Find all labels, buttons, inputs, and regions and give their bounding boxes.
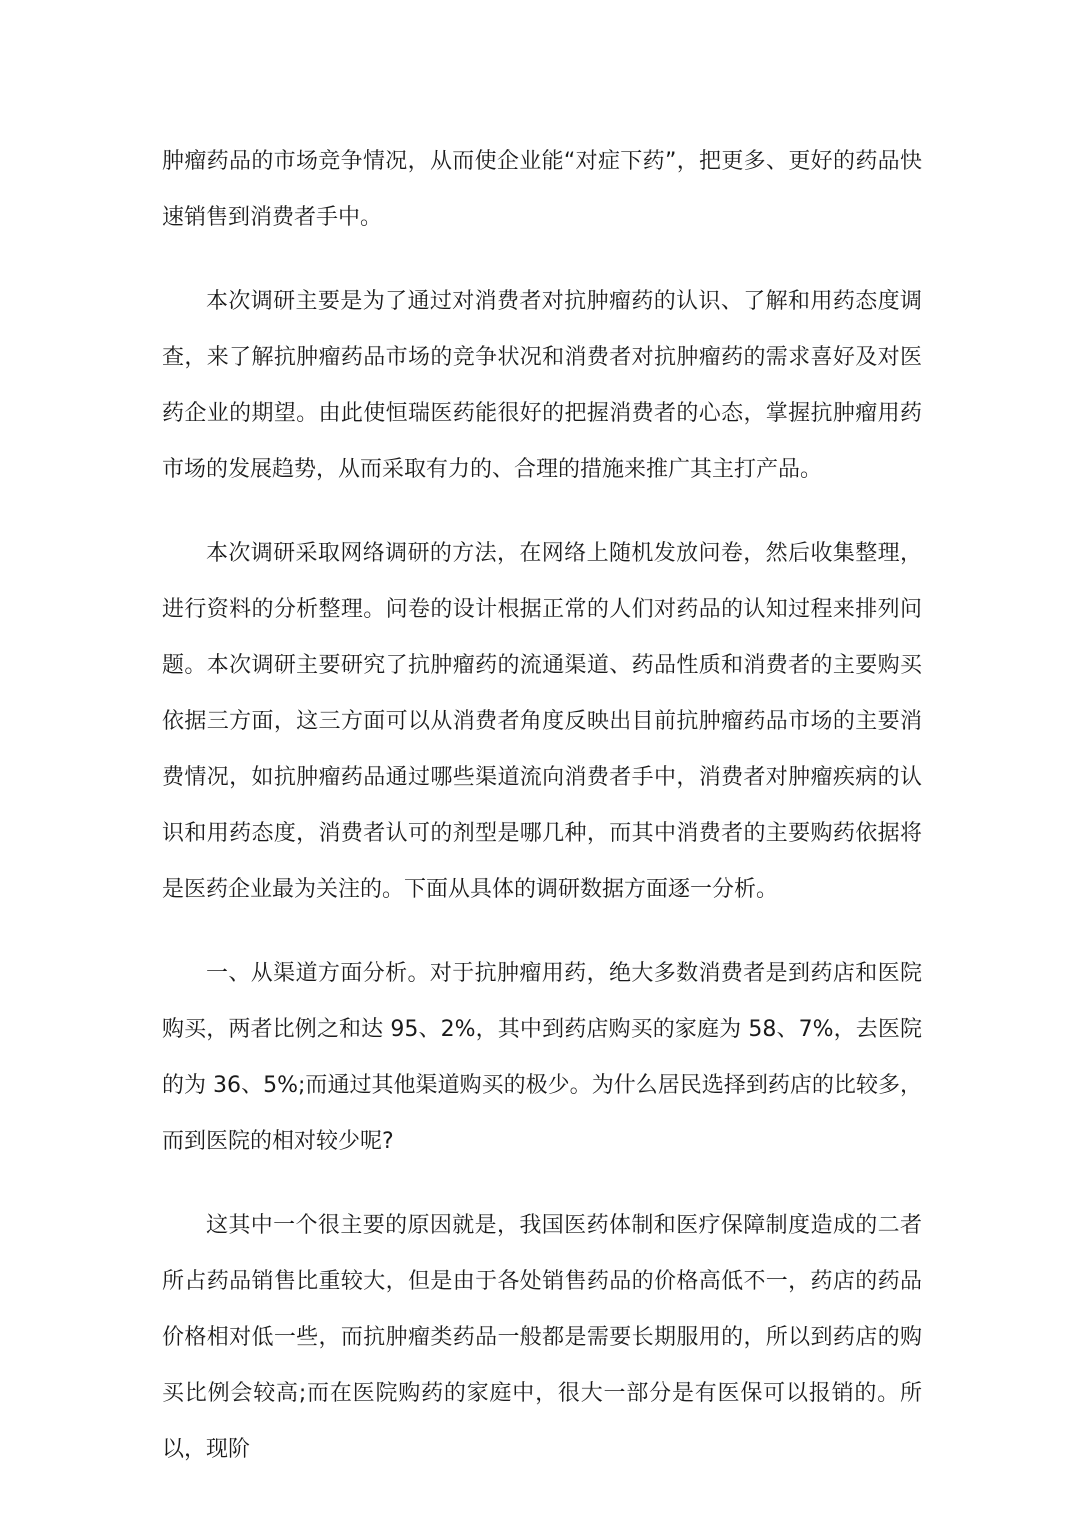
paragraph-5: 这其中一个很主要的原因就是，我国医药体制和医疗保障制度造成的二者所占药品销售比重较大，但是由于各处销售药品的价格高低不一，药店的药品价格相对低一些，而抗肿瘤类药品一般都是需要长期服用的，所以到药店的购买比例会较高;而在医院购药的家庭中，很大一部分是有医保可以报销的。所以，现阶: [162, 1213, 922, 1462]
paragraph-3: 本次调研采取网络调研的方法，在网络上随机发放问卷，然后收集整理，进行资料的分析整理。问卷的设计根据正常的人们对药品的认知过程来排列问题。本次调研主要研究了抗肿瘤药的流通渠道、药品性质和消费者的主要购买依据三方面，这三方面可以从消费者角度反映出目前抗肿瘤药品市场的主要消费情况，如抗肿瘤药品通过哪些渠道流向消费者手中，消费者对肿瘤疾病的认识和用药态度，消费者认可的剂型是哪几种，而其中消费者的主要购药依据将是医药企业最为关注的。下面从具体的调研数据方面逐一分析。: [162, 541, 922, 902]
document-body: [162, 134, 922, 1506]
paragraph-2: 本次调研主要是为了通过对消费者对抗肿瘤药的认识、了解和用药态度调查，来了解抗肿瘤药品市场的竞争状况和消费者对抗肿瘤药的需求喜好及对医药企业的期望。由此使恒瑞医药能很好的把握消费者的心态，掌握抗肿瘤用药市场的发展趋势，从而采取有力的、合理的措施来推广其主打产品。: [162, 289, 922, 482]
paragraph-4: 一、从渠道方面分析。对于抗肿瘤用药，绝大多数消费者是到药店和医院购买，两者比例之和达 95、2%，其中到药店购买的家庭为 58、7%，去医院的为 36、5%;而通过其他渠道购买的极少。为什么居民选择到药店的比较多，而到医院的相对较少呢?: [162, 961, 922, 1154]
paragraph-1: 肿瘤药品的市场竞争情况，从而使企业能“对症下药”，把更多、更好的药品快速销售到消费者手中。: [162, 149, 922, 230]
